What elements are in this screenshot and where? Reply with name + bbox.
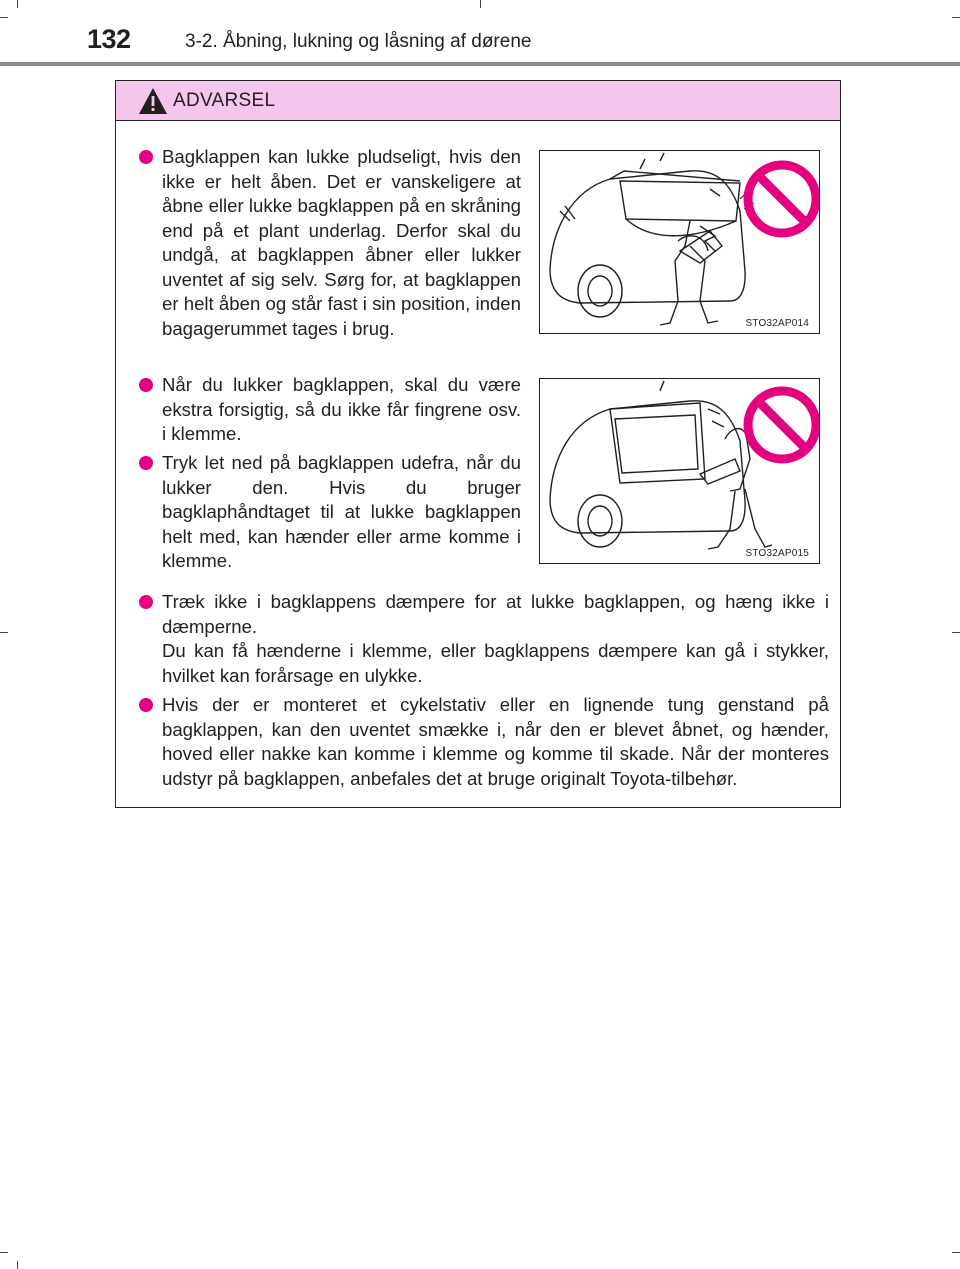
warning-item-text — [162, 590, 829, 688]
figure-code: STO32AP014 — [745, 318, 809, 329]
crop-mark — [17, 1261, 18, 1269]
warning-item-text-line2: Du kan få hænderne i klemme, eller bagklappens dæmpere kan gå i stykker, hvilket kan forårsage en ulykke. — [162, 640, 829, 686]
page-number: 132 — [87, 24, 131, 54]
bullet-icon — [139, 698, 153, 712]
car-tailgate-closing-illustration — [540, 379, 819, 563]
section-title: 3-2. Åbning, lukning og låsning af dørene — [185, 31, 532, 52]
warning-item-text: Hvis der er monteret et cykelstativ eller en lignende tung genstand på bagklappen, kan den uventet smække i, når den er blevet åbnet, og hænder, hoved eller nakke kan komme i klemme og komme til skade. Når der monteres udstyr på bagklappen, anbefales det at bruge originalt Toyota-tilbehør. — [162, 694, 829, 789]
bullet-icon — [139, 150, 153, 164]
warning-item-text: Når du lukker bagklappen, skal du være ekstra forsigtig, så du ikke får fingrene osv. i klemme. — [162, 374, 521, 444]
bullet-icon — [139, 456, 153, 470]
warning-triangle-icon — [138, 87, 168, 115]
figure-code: STO32AP015 — [745, 548, 809, 559]
crop-mark — [0, 1252, 8, 1253]
warning-item-text: Bagklappen kan lukke pludseligt, hvis den ikke er helt åben. Det er vanskeligere at åbne eller lukke bagklappen på en skråning end på et plant underlag. Derfor skal du undgå, at bagklappen åbner eller lukker uventet af sig selv. Sørg for, at bagklappen er helt åben og står fast i sin position, inden bagagerummet tages i brug. — [162, 146, 521, 339]
warning-item-text-line1: Træk ikke i bagklappens dæmpere for at lukke bagklappen, og hæng ikke i dæmperne. — [162, 591, 829, 637]
warning-item — [139, 373, 521, 447]
crop-mark — [0, 632, 8, 633]
warning-item — [139, 693, 829, 791]
warning-item — [139, 451, 521, 574]
figure-tailgate-closing-unexpectedly — [539, 150, 820, 334]
bullet-icon — [139, 595, 153, 609]
warning-header — [116, 81, 840, 121]
bullet-icon — [139, 378, 153, 392]
header-rule — [0, 62, 960, 66]
warning-box — [115, 80, 841, 808]
page-header — [0, 0, 960, 70]
warning-item — [139, 145, 521, 341]
warning-item-text: Tryk let ned på bagklappen udefra, når du lukker den. Hvis du bruger bagklaphåndtaget til at lukke bagklappen helt med, kan hænder eller arme komme i klemme. — [162, 452, 521, 571]
warning-label: ADVARSEL — [173, 90, 276, 111]
figure-tailgate-pinching — [539, 378, 820, 564]
warning-item — [139, 590, 829, 688]
car-tailgate-illustration — [540, 151, 819, 333]
crop-mark — [952, 1252, 960, 1253]
crop-mark — [952, 632, 960, 633]
